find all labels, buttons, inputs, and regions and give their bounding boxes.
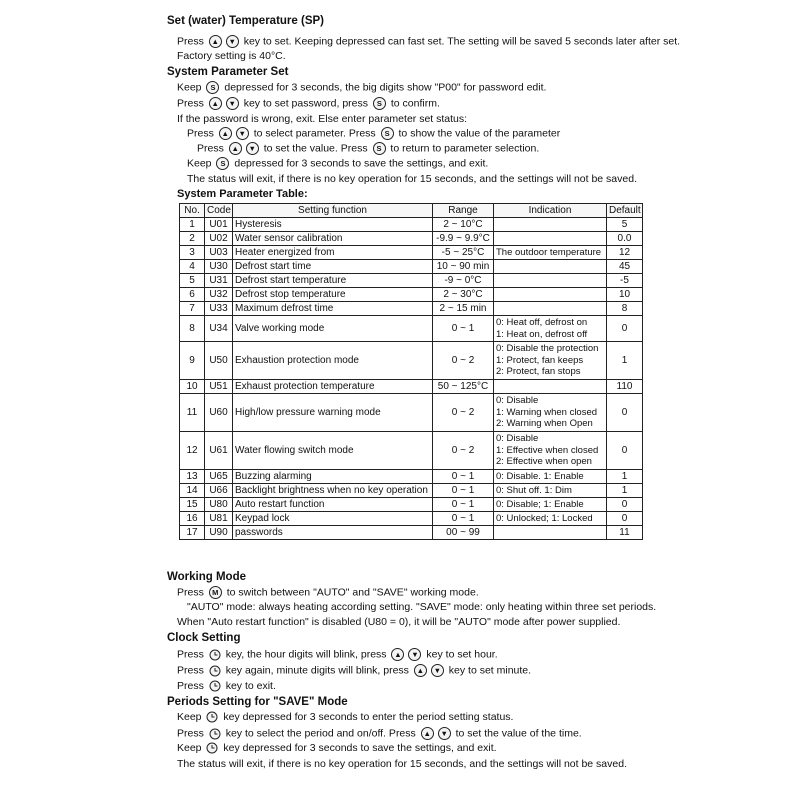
text: Keep <box>177 711 202 723</box>
cell-indication <box>494 342 607 380</box>
m-key-icon: M <box>209 586 222 599</box>
col-header-function: Setting function <box>233 204 433 218</box>
indication-line: 1: Effective when closed <box>496 444 599 456</box>
param-line-7: The status will exit, if there is no key operation for 15 seconds, and the settings will not be saved. <box>187 173 637 185</box>
cell-default: 1 <box>607 484 643 498</box>
cell-indication <box>494 394 607 432</box>
col-header-range: Range <box>433 204 494 218</box>
cell-no: 4 <box>180 260 205 274</box>
table-row <box>180 260 643 274</box>
clock-line-1 <box>177 648 498 661</box>
clock-key-icon <box>209 649 221 661</box>
working-mode-line-1 <box>177 586 479 599</box>
text: Press <box>177 727 204 740</box>
cell-code: U30 <box>205 260 233 274</box>
working-mode-line-2: "AUTO" mode: always heating according setting. "SAVE" mode: only heating within three set periods. <box>187 601 657 613</box>
cell-code: U03 <box>205 246 233 260</box>
text: key to select the period and on/off. Press <box>225 727 416 740</box>
table-row <box>180 470 643 484</box>
system-parameter-heading: System Parameter Set <box>167 66 289 78</box>
cell-range: -5 ~ 25°C <box>433 246 494 260</box>
param-line-6 <box>187 157 488 170</box>
text: Press <box>177 664 204 677</box>
up-key-icon: ▲ <box>219 127 232 140</box>
cell-no: 17 <box>180 526 205 540</box>
cell-no: 9 <box>180 342 205 380</box>
cell-indication <box>494 260 607 274</box>
periods-setting-heading: Periods Setting for "SAVE" Mode <box>167 696 348 708</box>
cell-default: 5 <box>607 218 643 232</box>
param-line-1 <box>177 81 546 94</box>
cell-code: U34 <box>205 316 233 342</box>
cell-function: Buzzing alarming <box>233 470 433 484</box>
cell-range: 50 ~ 125°C <box>433 380 494 394</box>
up-key-icon: ▲ <box>209 97 222 110</box>
cell-default: 0.0 <box>607 232 643 246</box>
cell-function: Exhaustion protection mode <box>233 342 433 380</box>
text: to confirm. <box>390 97 440 110</box>
down-key-icon: ▼ <box>438 727 451 740</box>
indication-line: 0: Heat off, defrost on <box>496 317 588 328</box>
clock-key-icon <box>206 742 218 754</box>
cell-indication <box>494 512 607 526</box>
table-row <box>180 218 643 232</box>
text: Press <box>187 127 214 140</box>
cell-range: 0 ~ 1 <box>433 470 494 484</box>
table-row <box>180 498 643 512</box>
cell-range: 0 ~ 1 <box>433 498 494 512</box>
cell-code: U81 <box>205 512 233 526</box>
table-row <box>180 380 643 394</box>
cell-code: U02 <box>205 232 233 246</box>
cell-function: Defrost stop temperature <box>233 288 433 302</box>
cell-indication <box>494 432 607 470</box>
cell-no: 8 <box>180 316 205 342</box>
text: to show the value of the parameter <box>398 127 561 140</box>
indication-line: 2: Warning when Open <box>496 418 593 430</box>
table-body <box>180 218 643 540</box>
cell-indication <box>494 288 607 302</box>
cell-no: 14 <box>180 484 205 498</box>
text: key to exit. <box>225 680 276 692</box>
cell-function: Heater energized from <box>233 246 433 260</box>
cell-range: 00 ~ 99 <box>433 526 494 540</box>
cell-default: 1 <box>607 470 643 484</box>
text: key again, minute digits will blink, press <box>225 664 409 677</box>
cell-no: 12 <box>180 432 205 470</box>
cell-function: Defrost start time <box>233 260 433 274</box>
clock-key-icon <box>209 665 221 677</box>
text: key to set hour. <box>426 648 498 661</box>
parameter-table <box>179 203 643 540</box>
table-row <box>180 484 643 498</box>
cell-default: 110 <box>607 380 643 394</box>
indication-line: 0: Disable the protection <box>496 343 599 355</box>
table-title: System Parameter Table: <box>177 188 308 200</box>
clock-line-3 <box>177 680 276 693</box>
periods-line-2 <box>177 727 582 740</box>
set-temperature-heading: Set (water) Temperature (SP) <box>167 15 324 27</box>
cell-code: U80 <box>205 498 233 512</box>
up-key-icon: ▲ <box>209 35 222 48</box>
param-line-3: If the password is wrong, exit. Else enter parameter set status: <box>177 113 468 125</box>
indication-line: 2: Effective when open <box>496 456 592 468</box>
indication-line: 1: Warning when closed <box>496 406 598 418</box>
down-key-icon: ▼ <box>246 142 259 155</box>
cell-function: Valve working mode <box>233 316 433 342</box>
cell-function: Maximum defrost time <box>233 302 433 316</box>
table-row <box>180 232 643 246</box>
indication-line: The outdoor temperature <box>496 246 602 258</box>
text: to set the value of the time. <box>455 727 582 740</box>
up-key-icon: ▲ <box>421 727 434 740</box>
cell-range: -9.9 ~ 9.9°C <box>433 232 494 246</box>
working-mode-heading: Working Mode <box>167 571 247 583</box>
cell-indication <box>494 470 607 484</box>
table-row <box>180 288 643 302</box>
cell-no: 15 <box>180 498 205 512</box>
cell-indication <box>494 498 607 512</box>
cell-indication <box>494 232 607 246</box>
indication-line: 1: Protect, fan keeps <box>496 354 584 366</box>
indication-line: 0: Disable <box>496 433 539 445</box>
cell-indication <box>494 380 607 394</box>
cell-no: 7 <box>180 302 205 316</box>
down-key-icon: ▼ <box>226 97 239 110</box>
factory-setting-line: Factory setting is 40°C. <box>177 50 286 62</box>
text: key, the hour digits will blink, press <box>225 648 387 661</box>
cell-default: 0 <box>607 394 643 432</box>
cell-code: U90 <box>205 526 233 540</box>
cell-indication <box>494 246 607 260</box>
cell-default: 0 <box>607 432 643 470</box>
cell-function: Defrost start temperature <box>233 274 433 288</box>
s-key-icon: S <box>373 142 386 155</box>
cell-code: U50 <box>205 342 233 380</box>
text: Press <box>197 142 224 155</box>
param-line-2 <box>177 97 440 110</box>
up-key-icon: ▲ <box>414 664 427 677</box>
cell-range: 0 ~ 2 <box>433 394 494 432</box>
down-key-icon: ▼ <box>226 35 239 48</box>
text: Keep <box>177 81 202 94</box>
cell-function: Exhaust protection temperature <box>233 380 433 394</box>
indication-line: 2: Protect, fan stops <box>496 366 581 378</box>
text: to set the value. Press <box>263 142 368 155</box>
cell-range: 0 ~ 1 <box>433 316 494 342</box>
clock-key-icon <box>209 680 221 692</box>
periods-line-3 <box>177 742 497 755</box>
cell-indication <box>494 302 607 316</box>
table-row <box>180 246 643 260</box>
text: key depressed for 3 seconds to save the settings, and exit. <box>223 742 497 754</box>
text: key to set password, press <box>243 97 368 110</box>
indication-line: 0: Shut off. 1: Dim <box>496 484 572 496</box>
periods-line-4: The status will exit, if there is no key operation for 15 seconds, and the settings will not be saved. <box>177 758 627 770</box>
clock-key-icon <box>206 711 218 723</box>
cell-no: 1 <box>180 218 205 232</box>
cell-no: 3 <box>180 246 205 260</box>
clock-line-2 <box>177 664 531 677</box>
text: Press <box>177 586 204 599</box>
cell-code: U33 <box>205 302 233 316</box>
s-key-icon: S <box>216 157 229 170</box>
cell-range: 2 ~ 10°C <box>433 218 494 232</box>
down-key-icon: ▼ <box>408 648 421 661</box>
cell-range: 0 ~ 1 <box>433 484 494 498</box>
s-key-icon: S <box>206 81 219 94</box>
cell-no: 2 <box>180 232 205 246</box>
col-header-no: No. <box>180 204 205 218</box>
table-row <box>180 432 643 470</box>
table-row <box>180 342 643 380</box>
cell-indication <box>494 274 607 288</box>
cell-indication <box>494 218 607 232</box>
down-key-icon: ▼ <box>236 127 249 140</box>
cell-function: Backlight brightness when no key operation <box>233 484 433 498</box>
working-mode-line-3: When "Auto restart function" is disabled (U80 = 0), it will be "AUTO" mode after power supplied. <box>177 616 621 628</box>
cell-code: U61 <box>205 432 233 470</box>
up-key-icon: ▲ <box>391 648 404 661</box>
cell-code: U31 <box>205 274 233 288</box>
up-key-icon: ▲ <box>229 142 242 155</box>
cell-default: 1 <box>607 342 643 380</box>
cell-no: 11 <box>180 394 205 432</box>
indication-line: 0: Disable. 1: Enable <box>496 470 584 482</box>
cell-indication <box>494 316 607 342</box>
text: to switch between "AUTO" and "SAVE" working mode. <box>226 586 479 599</box>
cell-default: 8 <box>607 302 643 316</box>
col-header-indication: Indication <box>494 204 607 218</box>
cell-default: 11 <box>607 526 643 540</box>
cell-default: 45 <box>607 260 643 274</box>
text: Press <box>177 35 204 48</box>
clock-key-icon <box>209 728 221 740</box>
col-header-code: Code <box>205 204 233 218</box>
table-row <box>180 526 643 540</box>
param-line-5 <box>197 142 539 155</box>
text: to select parameter. Press <box>253 127 376 140</box>
table-row <box>180 316 643 342</box>
cell-code: U66 <box>205 484 233 498</box>
indication-line: 0: Disable; 1: Enable <box>496 498 584 510</box>
text: to return to parameter selection. <box>390 142 540 155</box>
periods-line-1 <box>177 711 513 724</box>
cell-range: 2 ~ 30°C <box>433 288 494 302</box>
cell-function: Hysteresis <box>233 218 433 232</box>
cell-code: U32 <box>205 288 233 302</box>
cell-range: 0 ~ 1 <box>433 512 494 526</box>
s-key-icon: S <box>381 127 394 140</box>
cell-function: passwords <box>233 526 433 540</box>
cell-default: 0 <box>607 316 643 342</box>
text: key to set. Keeping depressed can fast set. The setting will be saved 5 seconds later after set. <box>243 35 681 48</box>
cell-no: 5 <box>180 274 205 288</box>
text: key depressed for 3 seconds to enter the period setting status. <box>223 711 514 723</box>
cell-no: 6 <box>180 288 205 302</box>
cell-range: -9 ~ 0°C <box>433 274 494 288</box>
cell-code: U51 <box>205 380 233 394</box>
down-key-icon: ▼ <box>431 664 444 677</box>
cell-default: 10 <box>607 288 643 302</box>
cell-no: 10 <box>180 380 205 394</box>
cell-code: U01 <box>205 218 233 232</box>
cell-no: 13 <box>180 470 205 484</box>
text: Press <box>177 97 204 110</box>
cell-range: 2 ~ 15 min <box>433 302 494 316</box>
cell-range: 10 ~ 90 min <box>433 260 494 274</box>
cell-function: Water flowing switch mode <box>233 432 433 470</box>
cell-default: 0 <box>607 498 643 512</box>
text: depressed for 3 seconds, the big digits show "P00" for password edit. <box>224 81 547 94</box>
cell-range: 0 ~ 2 <box>433 342 494 380</box>
cell-range: 0 ~ 2 <box>433 432 494 470</box>
set-temperature-line-1 <box>177 35 680 48</box>
param-line-4 <box>187 127 560 140</box>
indication-line: 0: Unlocked; 1: Locked <box>496 512 593 524</box>
cell-code: U65 <box>205 470 233 484</box>
text: Press <box>177 680 204 692</box>
cell-indication <box>494 484 607 498</box>
indication-line: 0: Disable <box>496 395 539 407</box>
cell-function: Keypad lock <box>233 512 433 526</box>
col-header-default: Default <box>607 204 643 218</box>
text: Press <box>177 648 204 661</box>
s-key-icon: S <box>373 97 386 110</box>
cell-default: 0 <box>607 512 643 526</box>
table-row <box>180 274 643 288</box>
clock-setting-heading: Clock Setting <box>167 632 241 644</box>
cell-default: -5 <box>607 274 643 288</box>
indication-line: 1: Heat on, defrost off <box>496 328 588 340</box>
cell-no: 16 <box>180 512 205 526</box>
cell-function: High/low pressure warning mode <box>233 394 433 432</box>
cell-function: Water sensor calibration <box>233 232 433 246</box>
cell-function: Auto restart function <box>233 498 433 512</box>
cell-default: 12 <box>607 246 643 260</box>
text: depressed for 3 seconds to save the settings, and exit. <box>234 157 489 170</box>
table-row <box>180 512 643 526</box>
text: key to set minute. <box>448 664 532 677</box>
table-row <box>180 394 643 432</box>
table-header-row <box>180 204 643 218</box>
text: Keep <box>177 742 202 754</box>
table-row <box>180 302 643 316</box>
text: Keep <box>187 157 212 170</box>
cell-code: U60 <box>205 394 233 432</box>
cell-indication <box>494 526 607 540</box>
